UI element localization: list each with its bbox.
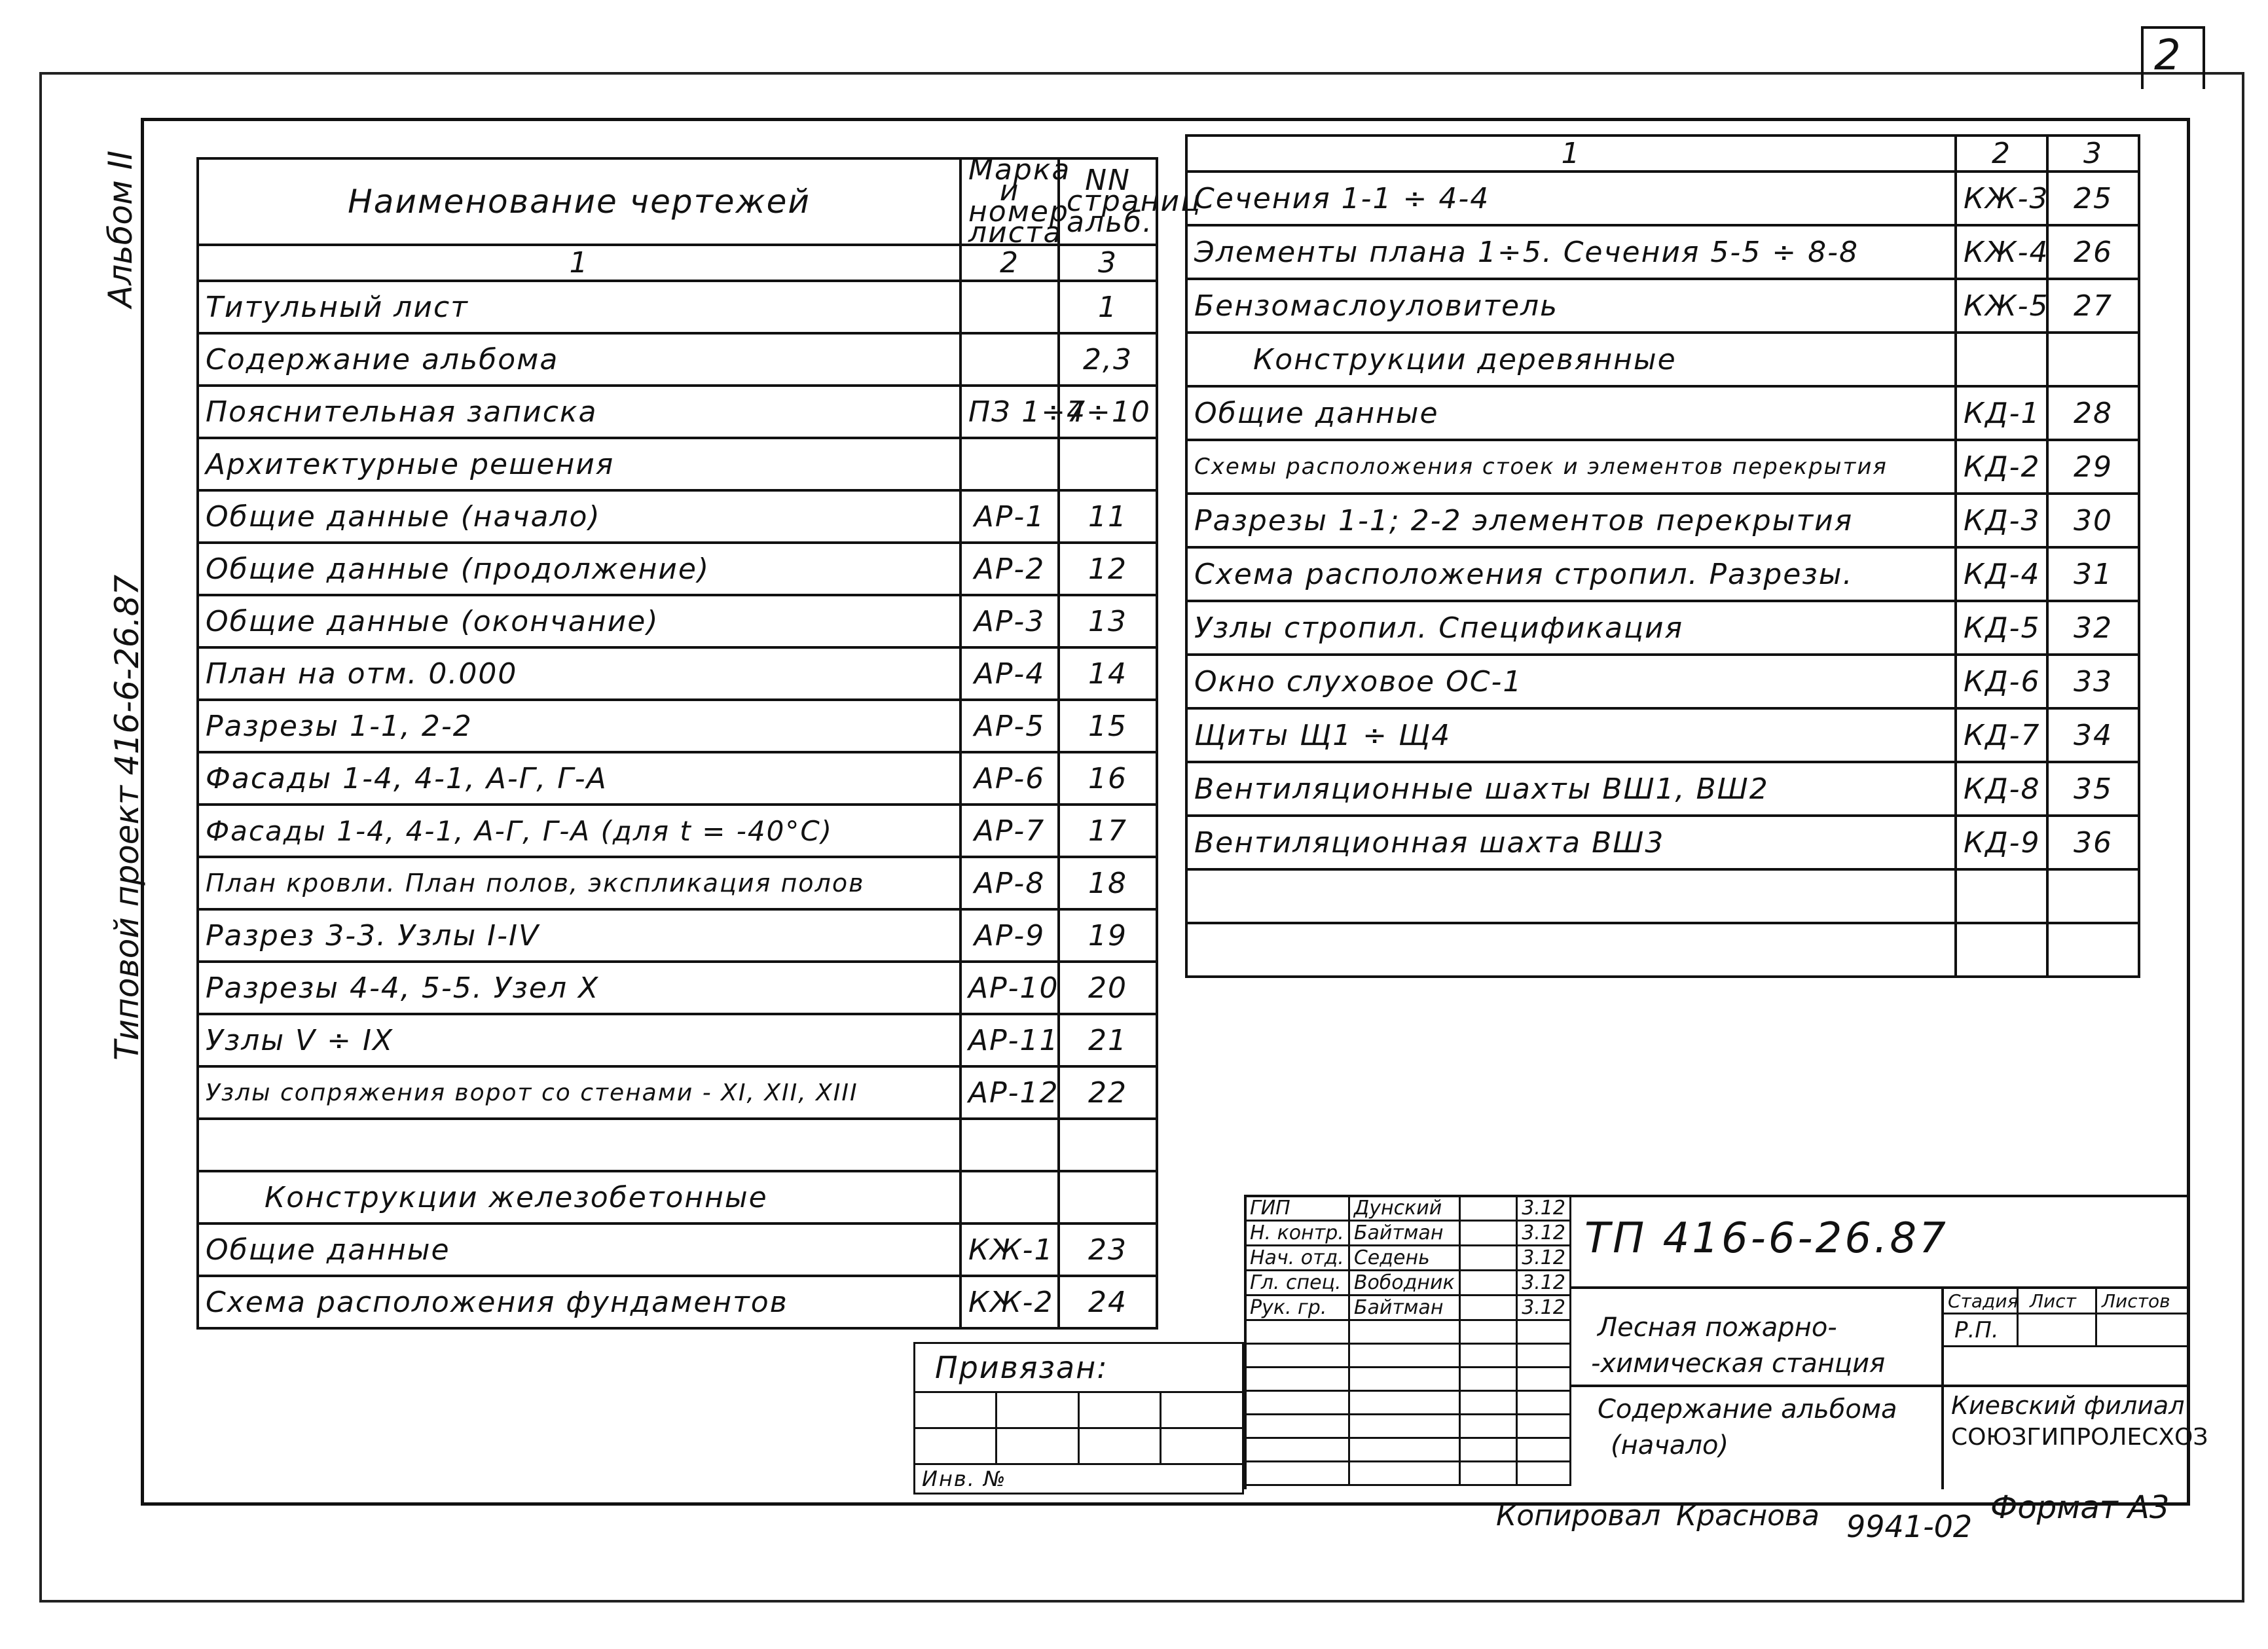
col-number: 2 (1956, 136, 2047, 172)
table-row: Щиты Щ1 ÷ Щ4 КД-7 34 (1186, 708, 2139, 762)
page-number: 2 (2154, 31, 2181, 80)
table-row (1186, 923, 2139, 977)
binding-block (913, 1342, 1244, 1496)
table-row: Разрез 3-3. Узлы I-IV АР-9 19 (198, 909, 1157, 962)
table-row: План кровли. План полов, экспликация полов АР-8 18 (198, 857, 1157, 909)
table-row: Узлы V ÷ IX АР-11 21 (198, 1014, 1157, 1066)
table-row: Пояснительная записка ПЗ 1÷7 4÷10 (198, 386, 1157, 438)
signatures-table: ГИП Дунский 3.12 Н. контр. Байтман 3.12 Нач. отд. Седень 3.12 Гл. спец. Вободник 3.12 Рук. гр. Байтман 3.12 (1244, 1195, 1571, 1486)
table-row: Общие данные КД-1 28 (1186, 386, 2139, 440)
table-row: Фасады 1-4, 4-1, А-Г, Г-А АР-6 16 (198, 752, 1157, 805)
table-row: Содержание альбома 2,3 (198, 333, 1157, 386)
sheet-title-line1: Содержание альбома (1598, 1394, 1897, 1424)
album-label: Альбом II (101, 150, 139, 308)
table-row: Общие данные (окончание) АР-3 13 (198, 595, 1157, 647)
table-row: Конструкции деревянные (1186, 333, 2139, 386)
inventory-label: Инв. № (915, 1464, 1243, 1494)
drawings-list-right (1185, 134, 2140, 978)
copied-by-label: Копировал (1496, 1499, 1661, 1532)
header-name: Наименование чертежей (198, 158, 960, 245)
table-row: Схемы расположения стоек и элементов перекрытия КД-2 29 (1186, 440, 2139, 494)
stage-value: Р.П. (1954, 1317, 1999, 1343)
project-code: ТП 416-6-26.87 (1584, 1214, 1948, 1263)
table-row: Фасады 1-4, 4-1, А-Г, Г-А (для t = -40°С) АР-7 17 (198, 805, 1157, 857)
object-name-line1: Лесная пожарно- (1598, 1313, 1837, 1343)
organization-line2: СОЮЗГИПРОЛЕСХОЗ (1951, 1424, 2208, 1451)
col-number: 2 (960, 245, 1059, 281)
copied-by-name: Краснова (1676, 1499, 1820, 1532)
table-row: Архитектурные решения (198, 438, 1157, 490)
table-row: Окно слуховое ОС-1 КД-6 33 (1186, 655, 2139, 708)
table-row: Общие данные КЖ-1 23 (198, 1223, 1157, 1276)
sheets-header: Листов (2102, 1290, 2170, 1312)
header-mark: Марка и номер листа (960, 158, 1059, 245)
col-number: 3 (1059, 245, 1157, 281)
sheet-header: Лист (2030, 1290, 2076, 1312)
table-row (1186, 869, 2139, 923)
drawings-list-left (196, 153, 1202, 1330)
project-label: Типовой проект 416-6-26.87 (108, 574, 146, 1060)
stage-header: Стадия (1948, 1290, 2019, 1312)
table-row: Общие данные (начало) АР-1 11 (198, 490, 1157, 543)
organization-line1: Киевский филиал (1951, 1391, 2185, 1420)
table-row: Схема расположения стропил. Разрезы. КД-4 31 (1186, 547, 2139, 601)
table-row: Общие данные (продолжение) АР-2 12 (198, 543, 1157, 595)
table-row: Конструкции железобетонные (198, 1171, 1157, 1223)
table-row: Схема расположения фундаментов КЖ-2 24 (198, 1276, 1157, 1328)
table-row: Бензомаслоуловитель КЖ-5 27 (1186, 279, 2139, 333)
table-row: Разрезы 4-4, 5-5. Узел X АР-10 20 (198, 962, 1157, 1014)
table-row: Титульный лист 1 (198, 281, 1157, 333)
col-number: 1 (198, 245, 960, 281)
title-block (1244, 1195, 2208, 1489)
table-row: Узлы стропил. Спецификация КД-5 32 (1186, 601, 2139, 655)
sheet-format: Формат А3 (1990, 1489, 2170, 1526)
table-row: Разрезы 1-1; 2-2 элементов перекрытия КД-3 30 (1186, 494, 2139, 547)
table-row: План на отм. 0.000 АР-4 14 (198, 647, 1157, 700)
table-row (198, 1119, 1157, 1171)
table-row: Узлы сопряжения ворот со стенами - XI, XII, XIII АР-12 22 (198, 1066, 1157, 1119)
table-row: Вентиляционная шахта ВШ3 КД-9 36 (1186, 816, 2139, 869)
table-row: Разрезы 1-1, 2-2 АР-5 15 (198, 700, 1157, 752)
header-pages: NN страниц альб. (1059, 158, 1157, 245)
table-row: Элементы плана 1÷5. Сечения 5-5 ÷ 8-8 КЖ-4 26 (1186, 225, 2139, 279)
table-row: Вентиляционные шахты ВШ1, ВШ2 КД-8 35 (1186, 762, 2139, 816)
object-name-line2: -химическая станция (1591, 1349, 1886, 1379)
sheet-title-line2: (начало) (1611, 1430, 1729, 1460)
col-number: 1 (1186, 136, 1956, 172)
table-row: Сечения 1-1 ÷ 4-4 КЖ-3 25 (1186, 172, 2139, 225)
document-number: 9941-02 (1846, 1509, 1973, 1544)
binding-label: Привязан: (915, 1343, 1243, 1392)
col-number: 3 (2047, 136, 2139, 172)
